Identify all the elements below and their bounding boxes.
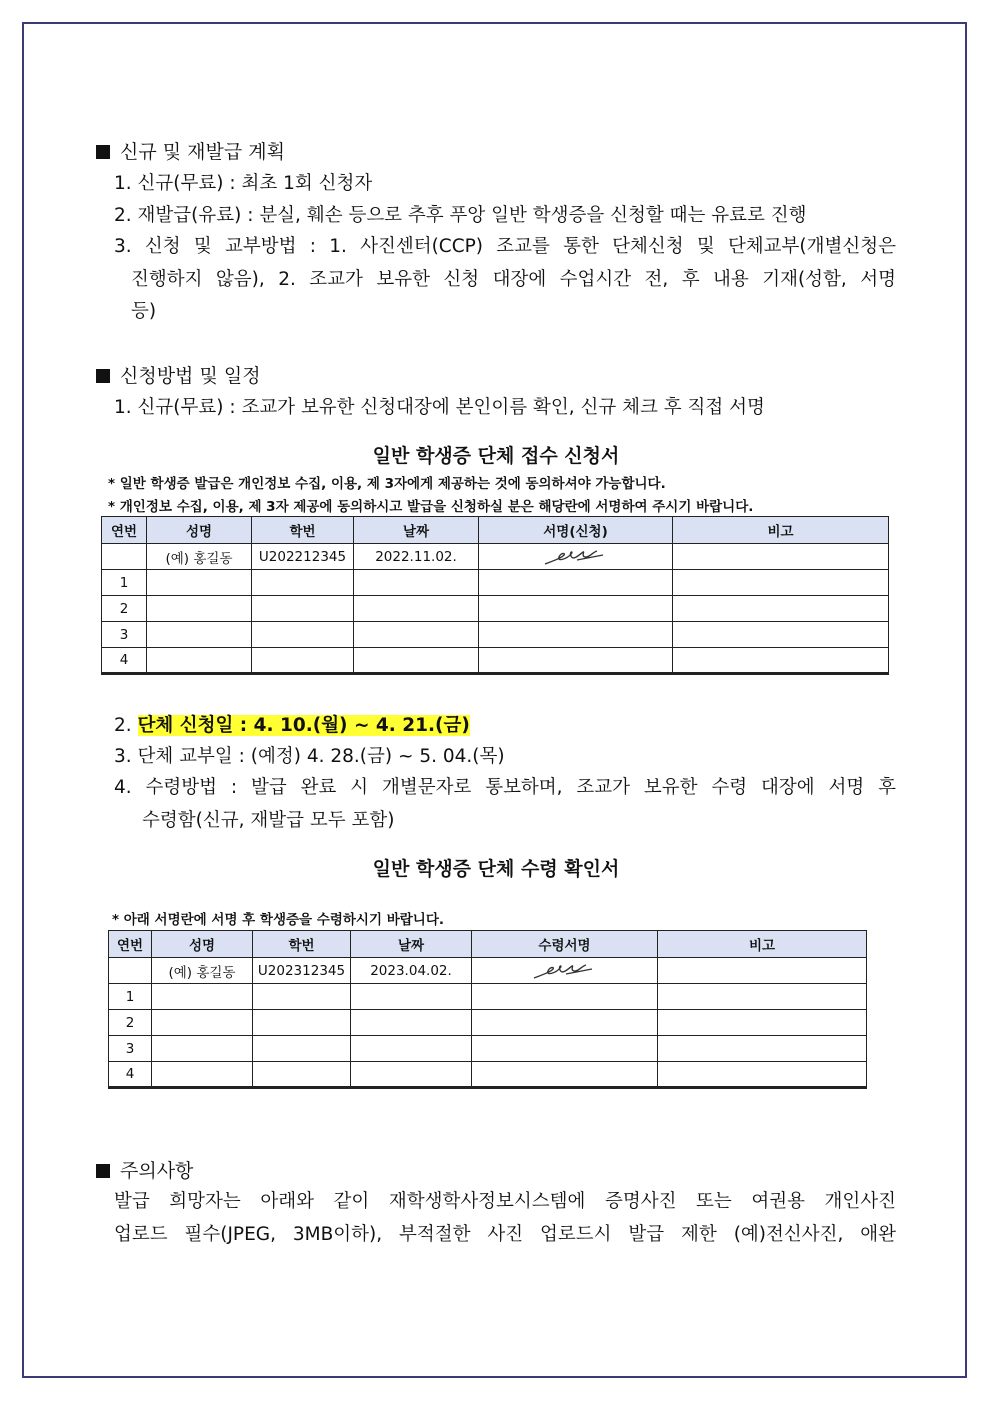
table-row [109, 1010, 867, 1036]
cell-remarks[interactable] [658, 1010, 867, 1036]
heading-text: 주의사항 [120, 1160, 194, 1182]
signature-scribble-icon [530, 961, 600, 981]
col-header-name: 성명 [152, 931, 253, 958]
table-row [102, 622, 889, 648]
cell-name[interactable] [147, 622, 252, 648]
cell-name[interactable] [147, 570, 252, 596]
cell-remarks [673, 544, 889, 570]
cell-signature [479, 544, 673, 570]
form2-title: 일반 학생증 단체 수령 확인서 [372, 858, 620, 880]
square-bullet-icon [96, 145, 110, 159]
cell-date: 2023.04.02. [351, 958, 472, 984]
cell-remarks[interactable] [658, 984, 867, 1010]
plan-item-1: 1. 신규(무료) : 최초 1회 신청자 [114, 173, 373, 194]
item-number: 2. [114, 715, 138, 736]
table-row [109, 984, 867, 1010]
method-item-4-line-1: 4. 수령방법 : 발급 완료 시 개별문자로 통보하며, 조교가 보유한 수령 대장에 서명 후 [114, 777, 896, 798]
cell-name: (예) 홍길동 [152, 958, 253, 984]
cell-no [109, 958, 152, 984]
cell-signature[interactable] [472, 1062, 658, 1088]
cell-signature [472, 958, 658, 984]
plan-item-3-line-1: 3. 신청 및 교부방법 : 1. 사진센터(CCP) 조교를 통한 단체신청 및 단체교부(개별신청은 [114, 236, 896, 257]
cell-date[interactable] [354, 596, 479, 622]
method-item-2 [114, 713, 470, 739]
cell-remarks[interactable] [658, 1036, 867, 1062]
cell-date[interactable] [351, 1010, 472, 1036]
cell-name[interactable] [152, 984, 253, 1010]
cell-date[interactable] [351, 1062, 472, 1088]
table-row [109, 1036, 867, 1062]
cell-date[interactable] [351, 984, 472, 1010]
cell-id[interactable] [253, 1010, 351, 1036]
cell-id: U202212345 [252, 544, 354, 570]
table-row [102, 570, 889, 596]
cell-name[interactable] [152, 1062, 253, 1088]
cell-name: (예) 홍길동 [147, 544, 252, 570]
col-header-name: 성명 [147, 517, 252, 544]
form1-note-1: * 일반 학생증 발급은 개인정보 수집, 이용, 제 3자에게 제공하는 것에 동의하셔야 가능합니다. [108, 476, 666, 492]
form2-note: * 아래 서명란에 서명 후 학생증을 수령하시기 바랍니다. [112, 912, 444, 928]
cell-no: 2 [102, 596, 147, 622]
cell-id[interactable] [252, 622, 354, 648]
table-row [102, 648, 889, 674]
col-header-signature: 서명(신청) [479, 517, 673, 544]
cell-remarks[interactable] [673, 596, 889, 622]
notice-line-1: 발급 희망자는 아래와 같이 재학생학사정보시스템에 증명사진 또는 여권용 개인사진 [114, 1191, 896, 1212]
signature-scribble-icon [541, 547, 611, 567]
col-header-remarks: 비고 [658, 931, 867, 958]
cell-no: 1 [102, 570, 147, 596]
cell-signature[interactable] [472, 1010, 658, 1036]
cell-no: 4 [109, 1062, 152, 1088]
col-header-id: 학번 [253, 931, 351, 958]
application-table [101, 516, 889, 675]
cell-signature[interactable] [479, 648, 673, 674]
cell-remarks[interactable] [673, 622, 889, 648]
table-row [102, 596, 889, 622]
col-header-no: 연번 [109, 931, 152, 958]
plan-item-2: 2. 재발급(유료) : 분실, 훼손 등으로 추후 푸앙 일반 학생증을 신청할 때는 유료로 진행 [114, 205, 807, 226]
cell-name[interactable] [152, 1036, 253, 1062]
cell-remarks[interactable] [658, 1062, 867, 1088]
cell-remarks[interactable] [673, 570, 889, 596]
cell-remarks [658, 958, 867, 984]
cell-date[interactable] [354, 622, 479, 648]
cell-date[interactable] [354, 648, 479, 674]
col-header-no: 연번 [102, 517, 147, 544]
col-header-date: 날짜 [354, 517, 479, 544]
cell-no: 2 [109, 1010, 152, 1036]
form1-title: 일반 학생증 단체 접수 신청서 [372, 445, 620, 467]
cell-no: 3 [102, 622, 147, 648]
notice-line-2: 업로드 필수(JPEG, 3MB이하), 부적절한 사진 업로드시 발급 제한 (예)전신사진, 애완 [114, 1224, 896, 1245]
cell-id[interactable] [252, 596, 354, 622]
table-row-example [109, 958, 867, 984]
cell-name[interactable] [147, 648, 252, 674]
section-heading-method [96, 363, 261, 389]
cell-id[interactable] [252, 570, 354, 596]
cell-id[interactable] [253, 1036, 351, 1062]
cell-name[interactable] [147, 596, 252, 622]
cell-signature[interactable] [479, 570, 673, 596]
cell-signature[interactable] [472, 1036, 658, 1062]
cell-no: 4 [102, 648, 147, 674]
section-heading-plan [96, 139, 285, 165]
square-bullet-icon [96, 369, 110, 383]
cell-date[interactable] [351, 1036, 472, 1062]
method-item-1: 1. 신규(무료) : 조교가 보유한 신청대장에 본인이름 확인, 신규 체크 후 직접 서명 [114, 397, 765, 418]
col-header-id: 학번 [252, 517, 354, 544]
cell-signature[interactable] [479, 622, 673, 648]
cell-no: 3 [109, 1036, 152, 1062]
receipt-table [108, 930, 867, 1089]
col-header-receipt-signature: 수령서명 [472, 931, 658, 958]
method-item-3: 3. 단체 교부일 : (예정) 4. 28.(금) ~ 5. 04.(목) [114, 746, 505, 767]
cell-signature[interactable] [472, 984, 658, 1010]
cell-remarks[interactable] [673, 648, 889, 674]
plan-item-3-line-3: 등) [131, 301, 157, 322]
highlighted-application-period: 단체 신청일 : 4. 10.(월) ~ 4. 21.(금) [137, 715, 470, 736]
cell-id: U202312345 [253, 958, 351, 984]
cell-id[interactable] [252, 648, 354, 674]
cell-date: 2022.11.02. [354, 544, 479, 570]
col-header-date: 날짜 [351, 931, 472, 958]
heading-text: 신규 및 재발급 계획 [120, 141, 285, 163]
cell-signature[interactable] [479, 596, 673, 622]
table-row-example [102, 544, 889, 570]
cell-no [102, 544, 147, 570]
heading-text: 신청방법 및 일정 [120, 365, 261, 387]
col-header-remarks: 비고 [673, 517, 889, 544]
plan-item-3-line-2: 진행하지 않음), 2. 조교가 보유한 신청 대장에 수업시간 전, 후 내용 기재(성함, 서명 [131, 269, 896, 290]
section-heading-notice [96, 1158, 193, 1184]
cell-no: 1 [109, 984, 152, 1010]
cell-date[interactable] [354, 570, 479, 596]
cell-id[interactable] [253, 1062, 351, 1088]
method-item-4-line-2: 수령함(신규, 재발급 모두 포함) [142, 810, 395, 831]
cell-name[interactable] [152, 1010, 253, 1036]
table-row [109, 1062, 867, 1088]
form1-note-2: * 개인정보 수집, 이용, 제 3자 제공에 동의하시고 발급을 신청하실 분은 해당란에 서명하여 주시기 바랍니다. [108, 499, 754, 515]
square-bullet-icon [96, 1164, 110, 1178]
cell-id[interactable] [253, 984, 351, 1010]
